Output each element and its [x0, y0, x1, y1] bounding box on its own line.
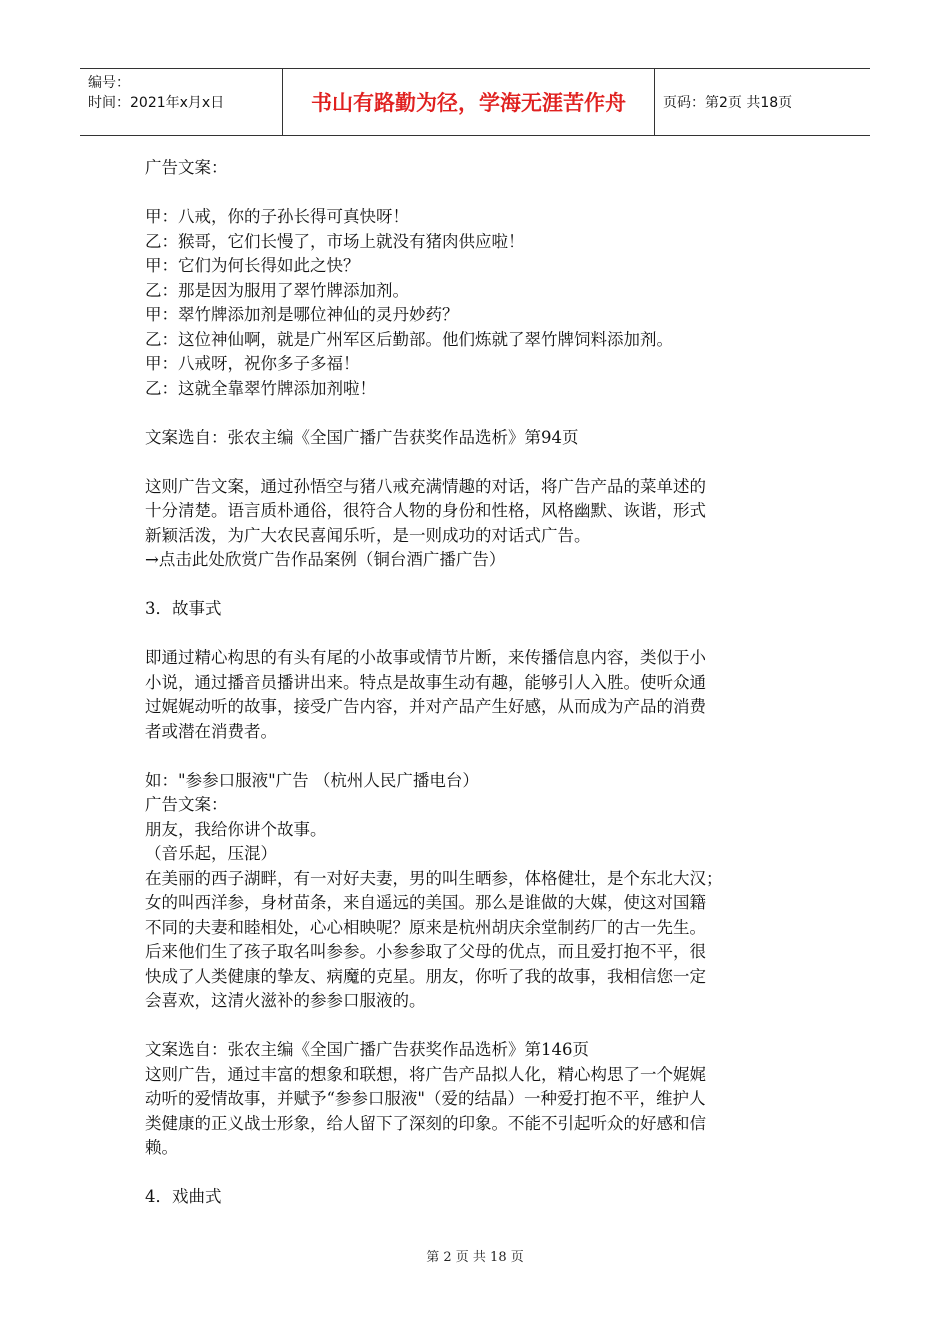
paragraph-line: 赖。: [145, 1138, 178, 1157]
source-citation: 文案选自：张农主编《全国广播广告获奖作品选析》第146页: [145, 1040, 589, 1059]
document-body: [145, 156, 825, 1210]
document-date-label: 时间：2021年x月x日: [88, 95, 225, 111]
story-line: 女的叫西洋参，身材苗条，来自遥远的美国。那么是谁做的大媒，使这对国籍: [145, 893, 706, 912]
dialogue-line: 乙：这位神仙啊，就是广州军区后勤部。他们炼就了翠竹牌饲料添加剂。: [145, 329, 673, 349]
paragraph-line: 新颖活泼，为广大农民喜闻乐听，是一则成功的对话式广告。: [145, 525, 591, 545]
story-line: 快成了人类健康的挚友、病魔的克星。朋友，你听了我的故事，我相信您一定: [145, 966, 706, 986]
story-line: （音乐起，压混）: [145, 844, 277, 863]
dialogue-line: 乙：猴哥，它们长慢了，市场上就没有猪肉供应啦！: [145, 231, 525, 251]
source-citation: 文案选自：张农主编《全国广播广告获奖作品选析》第94页: [145, 427, 579, 447]
paragraph-line: 这则广告，通过丰富的想象和联想，将广告产品拟人化，精心构思了一个娓娓: [145, 1064, 706, 1084]
ad-copy-label: 广告文案：: [145, 795, 228, 814]
paragraph-line: 十分清楚。语言质朴通俗，很符合人物的身份和性格，风格幽默、诙谐，形式: [145, 501, 706, 520]
story-line: 会喜欢，这清火滋补的参参口服液的。: [145, 991, 426, 1010]
case-link[interactable]: →点击此处欣赏广告作品案例（铜台酒广播广告）: [145, 550, 506, 569]
page-header: [80, 68, 870, 136]
story-line: 后来他们生了孩子取名叫参参。小参参取了父母的优点，而且爱打抱不平，很: [145, 942, 706, 961]
dialogue-line: 甲：它们为何长得如此之快？: [145, 256, 360, 275]
page-footer: 第 2 页 共 18 页: [426, 1250, 524, 1265]
paragraph-line: 过娓娓动听的故事，接受广告内容，并对产品产生好感，从而成为产品的消费: [145, 697, 706, 716]
ad-copy-label: 广告文案：: [145, 158, 228, 177]
header-meta: [80, 69, 282, 135]
paragraph-line: 即通过精心构思的有头有尾的小故事或情节片断，来传播信息内容，类似于小: [145, 648, 706, 667]
dialogue-line: 甲：翠竹牌添加剂是哪位神仙的灵丹妙药？: [145, 305, 459, 324]
paragraph-line: 类健康的正义战士形象，给人留下了深刻的印象。不能不引起听众的好感和信: [145, 1113, 706, 1133]
dialogue-line: 乙：这就全靠翠竹牌添加剂啦！: [145, 378, 376, 398]
section-heading: 3．故事式: [145, 599, 222, 618]
paragraph-line: 动听的爱情故事，并赋予“参参口服液"（爱的结晶）一种爱打抱不平，维护人: [145, 1089, 706, 1108]
dialogue-line: 乙：那是因为服用了翠竹牌添加剂。: [145, 280, 409, 300]
document-number-label: 编号：: [88, 75, 130, 91]
header-motto: 书山有路勤为径，学海无涯苦作舟: [282, 69, 655, 135]
paragraph-line: 小说，通过播音员播讲出来。特点是故事生动有趣，能够引人入胜。使听众通: [145, 672, 706, 692]
section-heading: 4．戏曲式: [145, 1187, 222, 1206]
story-line: 朋友，我给你讲个故事。: [145, 819, 327, 839]
example-title: 如："参参口服液"广告 （杭州人民广播电台）: [145, 770, 479, 790]
story-line: 不同的夫妻和睦相处，心心相映呢？原来是杭州胡庆余堂制药厂的古一先生。: [145, 917, 706, 937]
header-page-info: 页码：第2页 共18页: [663, 95, 793, 111]
story-line: 在美丽的西子湖畔，有一对好夫妻，男的叫生晒参，体格健壮，是个东北大汉；: [145, 868, 723, 888]
paragraph-line: 者或潜在消费者。: [145, 721, 277, 741]
paragraph-line: 这则广告文案，通过孙悟空与猪八戒充满情趣的对话，将广告产品的菜单述的: [145, 476, 706, 496]
dialogue-line: 甲：八戒呀，祝你多子多福！: [145, 354, 360, 373]
dialogue-line: 甲：八戒，你的子孙长得可真快呀！: [145, 207, 409, 226]
